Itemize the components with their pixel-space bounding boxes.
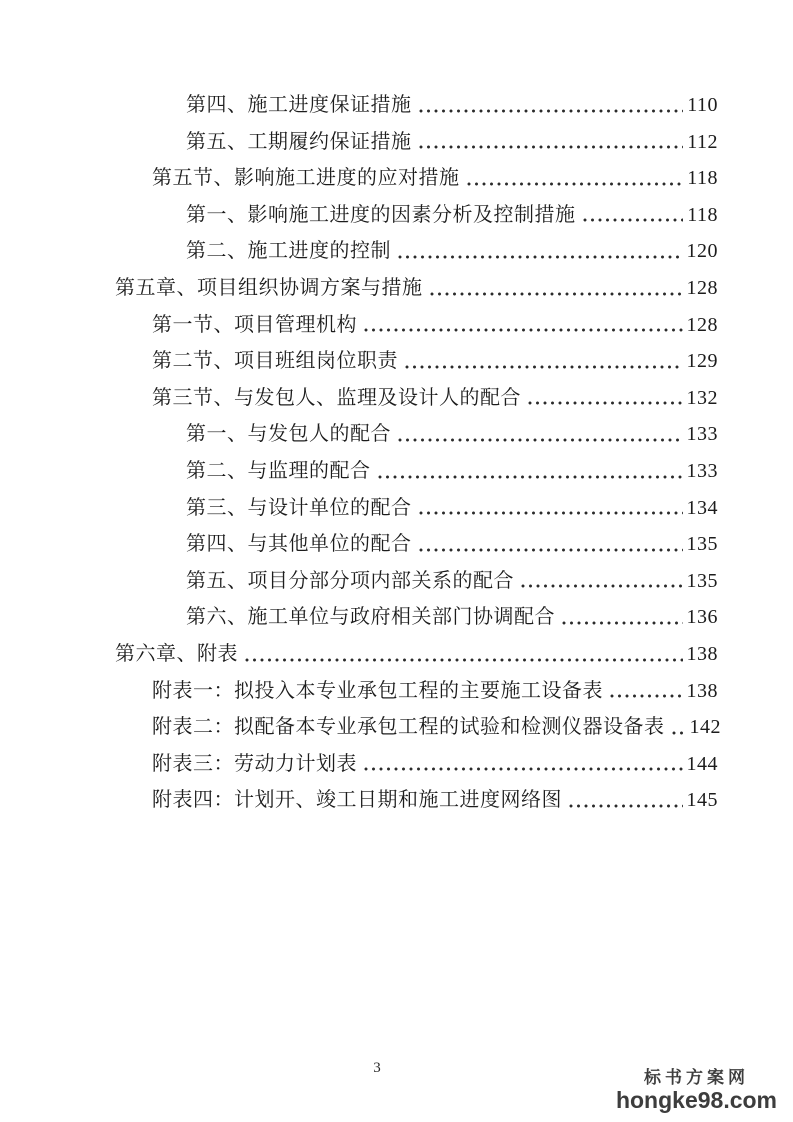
toc-entry-page-number: 128 <box>686 276 718 299</box>
toc-entry-title: 第五章、项目组织协调方案与措施 <box>115 276 423 299</box>
toc-entry-page-number: 129 <box>686 350 718 373</box>
toc-entry[interactable] <box>115 453 718 490</box>
toc-entry-page-number: 135 <box>686 533 718 556</box>
toc-entry-title: 附表一：拟投入本专业承包工程的主要施工设备表 <box>152 679 603 702</box>
dot-leader <box>419 108 684 113</box>
toc-entry[interactable] <box>115 746 718 783</box>
toc-entry-page-number: 144 <box>686 752 718 775</box>
toc-entry-title: 附表四：计划开、竣工日期和施工进度网络图 <box>152 789 562 812</box>
toc-entry-title: 第五、工期履约保证措施 <box>186 130 412 153</box>
toc-entry-page-number: 112 <box>687 130 718 153</box>
dot-leader <box>610 693 683 698</box>
toc-entry-title: 第三、与设计单位的配合 <box>186 496 412 519</box>
toc-entry[interactable] <box>115 124 718 161</box>
dot-leader <box>562 620 683 625</box>
watermark-site-url: hongke98.com <box>615 1087 777 1113</box>
dot-leader <box>398 254 683 259</box>
toc-entry[interactable] <box>115 343 718 380</box>
toc-entry-page-number: 145 <box>686 789 718 812</box>
toc-entry-page-number: 135 <box>686 569 718 592</box>
toc-entry[interactable] <box>115 197 718 234</box>
dot-leader <box>419 510 683 515</box>
dot-leader <box>419 144 684 149</box>
toc-entry[interactable] <box>115 526 718 563</box>
toc-entry-title: 第四、施工进度保证措施 <box>186 94 412 116</box>
toc-entry-page-number: 136 <box>686 606 718 629</box>
toc-entry[interactable] <box>115 673 718 710</box>
toc-entry-title: 第二、施工进度的控制 <box>186 240 391 263</box>
toc-entry-title: 附表二：拟配备本专业承包工程的试验和检测仪器设备表 <box>152 716 665 739</box>
toc-entry-page-number: 118 <box>687 167 718 190</box>
toc-entry[interactable] <box>115 782 718 819</box>
toc-entry-page-number: 134 <box>686 496 718 519</box>
toc-entry[interactable] <box>115 233 718 270</box>
dot-leader <box>405 364 683 369</box>
dot-leader <box>364 766 683 771</box>
toc-entry-page-number: 128 <box>686 313 718 336</box>
toc-entry-page-number: 110 <box>687 94 718 116</box>
dot-leader <box>398 437 683 442</box>
toc-entry[interactable] <box>115 307 718 344</box>
dot-leader <box>467 181 684 186</box>
toc-entry-page-number: 142 <box>689 716 721 739</box>
watermark-site-name: 标书方案网 <box>643 1068 749 1087</box>
toc-entry-title: 第六章、附表 <box>115 642 238 665</box>
toc-entry-title: 第五、项目分部分项内部关系的配合 <box>186 569 514 592</box>
dot-leader <box>569 803 683 808</box>
dot-leader <box>583 217 684 222</box>
dot-leader <box>378 474 683 479</box>
toc-entry[interactable] <box>115 380 718 417</box>
dot-leader <box>528 400 683 405</box>
toc-entry-title: 第六、施工单位与政府相关部门协调配合 <box>186 606 555 629</box>
toc-entry[interactable] <box>115 599 718 636</box>
toc-entry-page-number: 138 <box>686 642 718 665</box>
toc-entry-page-number: 133 <box>686 423 718 446</box>
toc-entry-title: 第五节、影响施工进度的应对措施 <box>152 167 460 190</box>
dot-leader <box>430 291 683 296</box>
toc-entry-title: 第三节、与发包人、监理及设计人的配合 <box>152 386 521 409</box>
dot-leader <box>245 657 683 662</box>
toc-entry[interactable] <box>115 636 718 673</box>
toc-entry[interactable] <box>115 416 718 453</box>
toc-entry[interactable] <box>115 709 721 746</box>
dot-leader <box>672 730 686 735</box>
toc-entry-page-number: 138 <box>686 679 718 702</box>
page-number: 3 <box>373 1060 381 1076</box>
toc-entry-title: 第二节、项目班组岗位职责 <box>152 350 398 373</box>
toc-entry[interactable] <box>115 160 718 197</box>
toc-entry-page-number: 120 <box>686 240 718 263</box>
table-of-contents <box>115 87 721 819</box>
dot-leader <box>521 583 683 588</box>
dot-leader <box>419 547 683 552</box>
toc-entry-title: 第一节、项目管理机构 <box>152 313 357 336</box>
toc-entry-title: 第一、影响施工进度的因素分析及控制措施 <box>186 203 576 226</box>
toc-entry-title: 第四、与其他单位的配合 <box>186 533 412 556</box>
toc-entry[interactable] <box>115 563 718 600</box>
dot-leader <box>364 327 683 332</box>
toc-entry[interactable] <box>115 87 718 124</box>
toc-entry-title: 第二、与监理的配合 <box>186 459 371 482</box>
toc-entry-title: 附表三：劳动力计划表 <box>152 752 357 775</box>
toc-entry[interactable] <box>115 270 718 307</box>
toc-entry-title: 第一、与发包人的配合 <box>186 423 391 446</box>
toc-entry-page-number: 132 <box>686 386 718 409</box>
watermark <box>616 1068 777 1112</box>
toc-entry[interactable] <box>115 490 718 527</box>
toc-entry-page-number: 118 <box>687 203 718 226</box>
toc-entry-page-number: 133 <box>686 459 718 482</box>
